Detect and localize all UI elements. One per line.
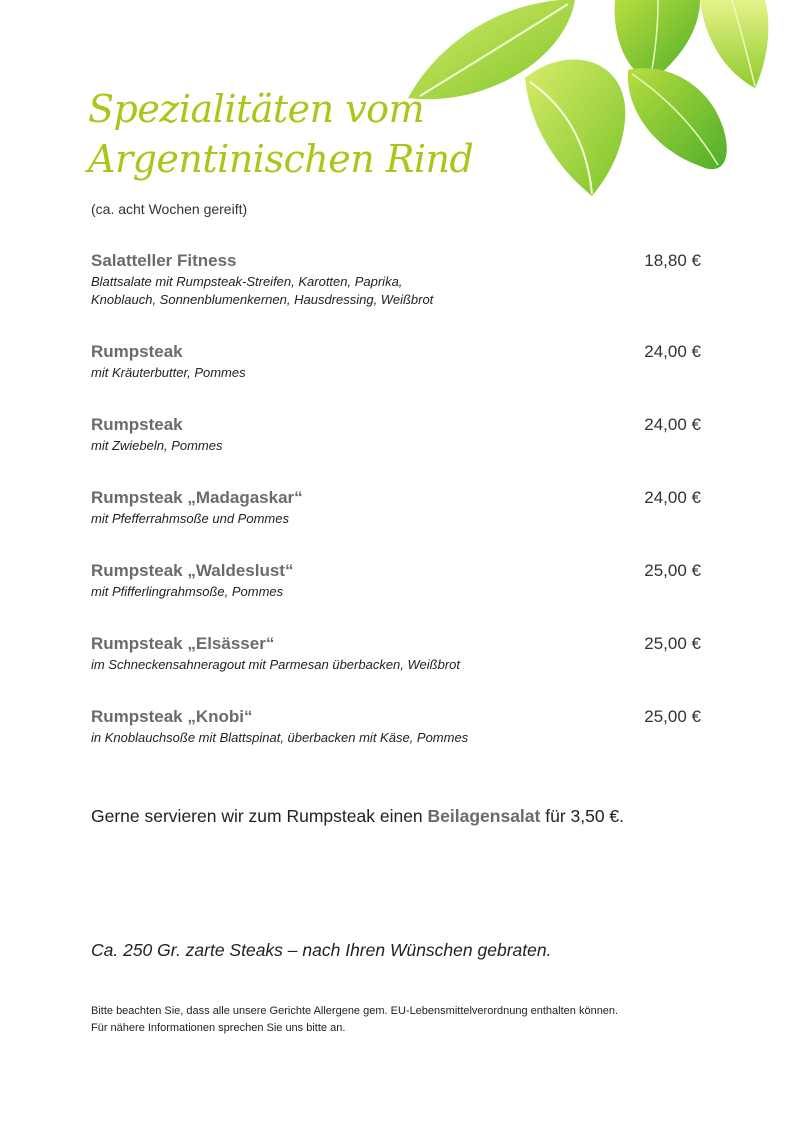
menu-list (91, 249, 701, 778)
item-name: Rumpsteak „Waldeslust“ (91, 561, 294, 580)
item-description: in Knoblauchsoße mit Blattspinat, überbacken mit Käse, Pommes (91, 730, 469, 745)
side-salad-highlight: Beilagensalat (427, 806, 541, 826)
menu-item-rumpsteak-knobi (91, 705, 701, 778)
side-salad-note (91, 806, 624, 827)
item-description: mit Pfefferrahmsoße und Pommes (91, 511, 289, 526)
item-name: Rumpsteak „Madagaskar“ (91, 488, 303, 507)
side-salad-text-pre: Gerne servieren wir zum Rumpsteak einen (91, 806, 428, 826)
item-price: 24,00 € (644, 488, 701, 507)
item-price: 25,00 € (644, 634, 701, 653)
steak-info-note: Ca. 250 Gr. zarte Steaks – nach Ihren Wünschen gebraten. (91, 940, 552, 960)
title-line-2: Argentinischen Rind (88, 137, 474, 181)
item-name: Salatteller Fitness (91, 251, 237, 270)
menu-item-rumpsteak-elsaesser (91, 632, 701, 705)
title-line-1: Spezialitäten vom (88, 87, 425, 131)
item-name: Rumpsteak (91, 415, 183, 434)
allergen-line-1: Bitte beachten Sie, dass alle unsere Gerichte Allergene gem. EU-Lebensmittelverordnung enthalten können. (91, 1005, 619, 1017)
menu-item-salatteller-fitness (91, 249, 701, 340)
menu-item-rumpsteak-kraeuterbutter (91, 340, 701, 413)
item-name: Rumpsteak (91, 342, 183, 361)
item-price: 24,00 € (644, 342, 701, 361)
item-description: mit Pfifferlingrahmsoße, Pommes (91, 584, 284, 599)
item-price: 25,00 € (644, 707, 701, 726)
item-name: Rumpsteak „Knobi“ (91, 707, 253, 726)
subtitle: (ca. acht Wochen gereift) (91, 201, 248, 217)
item-price: 18,80 € (644, 251, 701, 270)
item-description: Blattsalate mit Rumpsteak-Streifen, Karotten, Paprika, Knoblauch, Sonnenblumenkernen, Hausdressing, Weißbrot (91, 274, 434, 307)
page-title (88, 84, 473, 184)
allergen-line-2: Für nähere Informationen sprechen Sie uns bitte an. (91, 1022, 346, 1034)
item-description: mit Zwiebeln, Pommes (91, 438, 223, 453)
menu-item-rumpsteak-madagaskar (91, 486, 701, 559)
item-name: Rumpsteak „Elsässer“ (91, 634, 275, 653)
item-description: mit Kräuterbutter, Pommes (91, 365, 246, 380)
item-price: 25,00 € (644, 561, 701, 580)
side-salad-text-post: für 3,50 €. (540, 806, 625, 826)
item-description: im Schneckensahneragout mit Parmesan überbacken, Weißbrot (91, 657, 461, 672)
item-price: 24,00 € (644, 415, 701, 434)
menu-item-rumpsteak-zwiebeln (91, 413, 701, 486)
menu-item-rumpsteak-waldeslust (91, 559, 701, 632)
allergen-note (91, 1003, 618, 1037)
